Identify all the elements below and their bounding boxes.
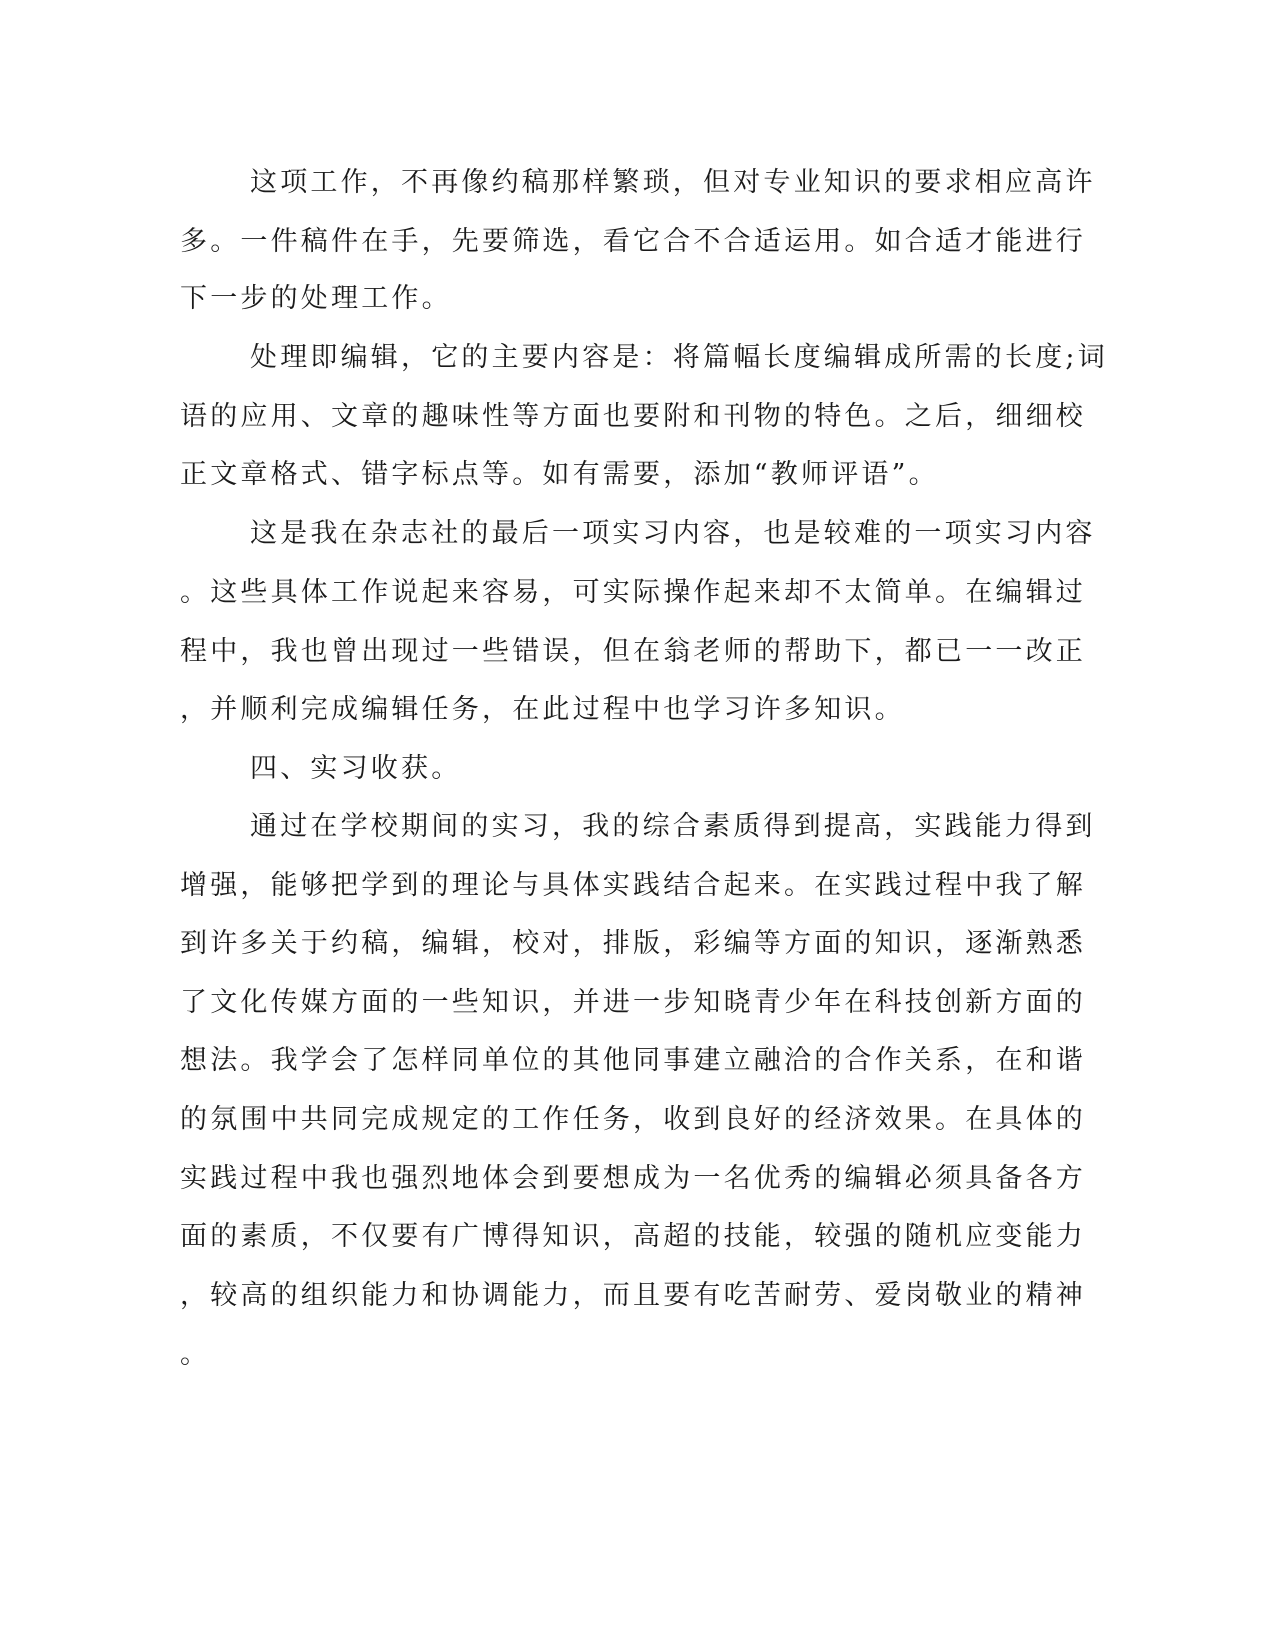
text-line: 正文章格式、错字标点等。如有需要，添加“教师评语”。 <box>180 459 939 490</box>
text-line: 多。一件稿件在手，先要筛选，看它合不合适运用。如合适才能进行 <box>180 226 1086 257</box>
text-line: 下一步的处理工作。 <box>180 283 452 314</box>
text-line: 语的应用、文章的趣味性等方面也要附和刊物的特色。之后，细细校 <box>180 401 1086 432</box>
section-heading: 四、实习收获。 <box>250 753 462 784</box>
text-line: 程中，我也曾出现过一些错误，但在翁老师的帮助下，都已一一改正 <box>180 636 1086 667</box>
text-line: 想法。我学会了怎样同单位的其他同事建立融洽的合作关系，在和谐 <box>180 1045 1086 1076</box>
text-line: 到许多关于约稿，编辑，校对，排版，彩编等方面的知识，逐渐熟悉 <box>180 928 1086 959</box>
text-line: 。这些具体工作说起来容易，可实际操作起来却不太简单。在编辑过 <box>180 577 1086 608</box>
text-line: 通过在学校期间的实习，我的综合素质得到提高，实践能力得到 <box>250 811 1096 842</box>
text-line: 处理即编辑，它的主要内容是：将篇幅长度编辑成所需的长度;词 <box>250 342 1108 373</box>
text-line: 实践过程中我也强烈地体会到要想成为一名优秀的编辑必须具备各方 <box>180 1163 1086 1194</box>
text-line: 这是我在杂志社的最后一项实习内容，也是较难的一项实习内容 <box>250 518 1096 549</box>
text-line: ，较高的组织能力和协调能力，而且要有吃苦耐劳、爱岗敬业的精神 <box>180 1280 1086 1311</box>
text-line: 增强，能够把学到的理论与具体实践结合起来。在实践过程中我了解 <box>180 870 1086 901</box>
text-line: 面的素质，不仅要有广博得知识，高超的技能，较强的随机应变能力 <box>180 1221 1086 1252</box>
text-line: ，并顺利完成编辑任务，在此过程中也学习许多知识。 <box>180 694 905 725</box>
text-line: 了文化传媒方面的一些知识，并进一步知晓青少年在科技创新方面的 <box>180 987 1086 1018</box>
text-line: 。 <box>180 1339 211 1370</box>
text-line: 的氛围中共同完成规定的工作任务，收到良好的经济效果。在具体的 <box>180 1104 1086 1135</box>
text-line: 这项工作，不再像约稿那样繁琐，但对专业知识的要求相应高许 <box>250 167 1096 198</box>
